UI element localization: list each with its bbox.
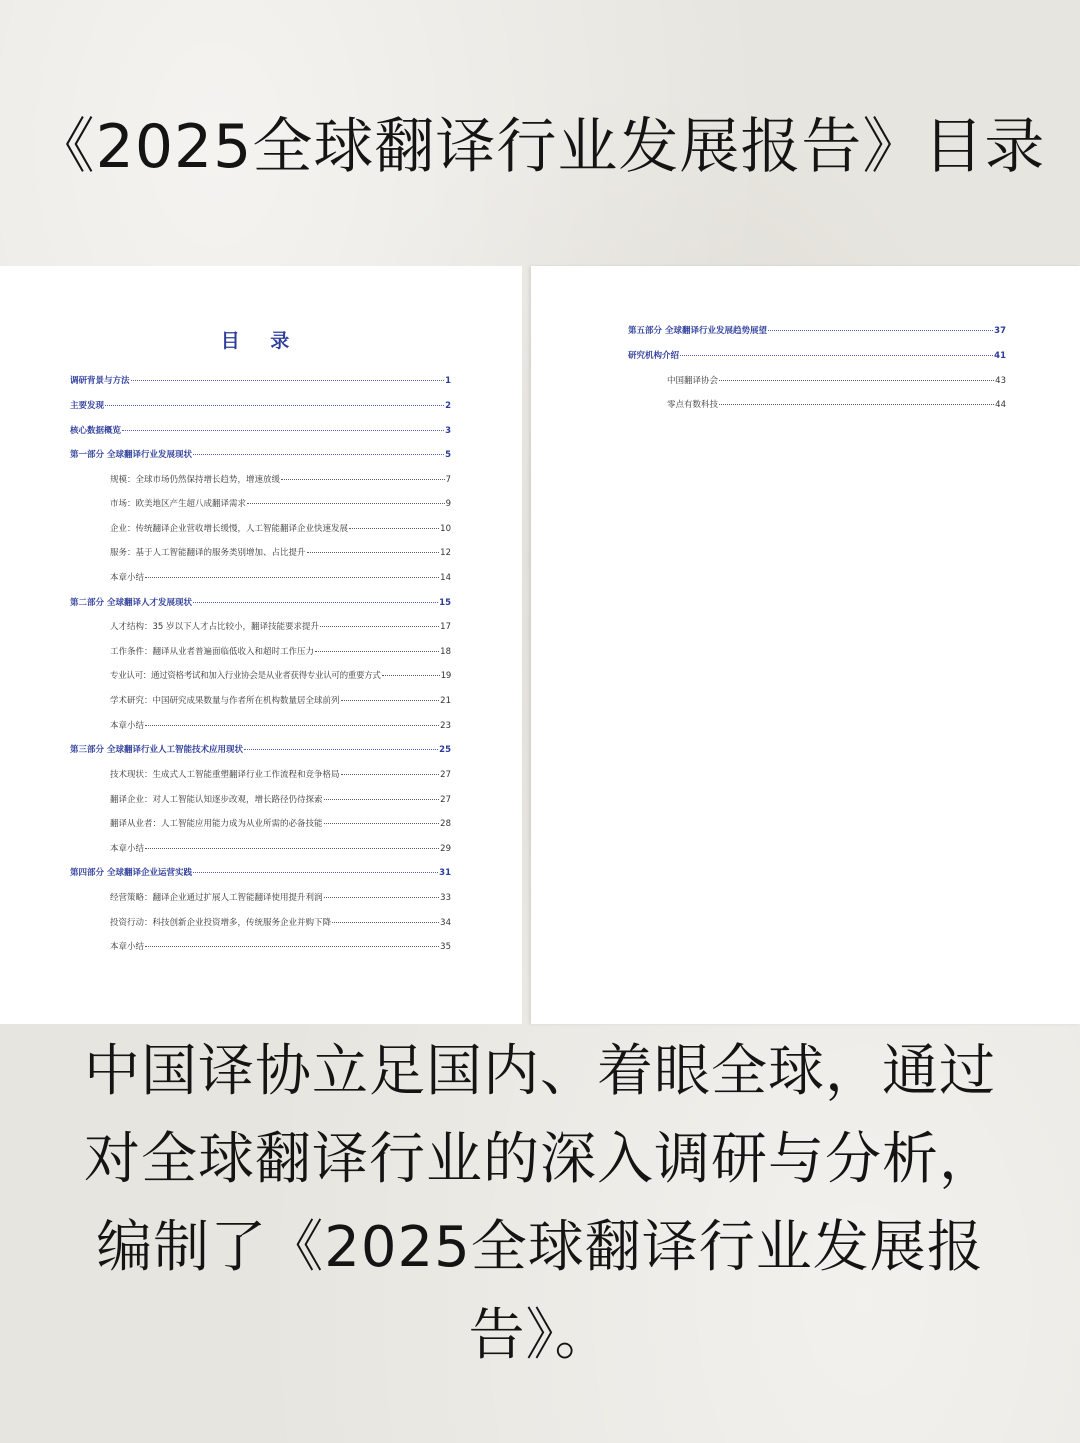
toc-entry: 技术现状：生成式人工智能重塑翻译行业工作流程和竞争格局 27 xyxy=(110,770,451,780)
toc-entry: 零点有数科技 44 xyxy=(667,400,1006,410)
toc-entry: 经营策略：翻译企业通过扩展人工智能翻译使用提升利润 33 xyxy=(110,893,451,903)
toc-entry: 第五部分 全球翻译行业发展趋势展望 37 xyxy=(628,326,1006,336)
toc-entry: 规模：全球市场仍然保持增长趋势，增速放缓 7 xyxy=(110,475,451,485)
toc-title: 目 录 xyxy=(220,330,302,352)
toc-entry: 本章小结 14 xyxy=(110,573,451,583)
toc-entry: 工作条件：翻译从业者普遍面临低收入和超时工作压力 18 xyxy=(110,647,451,657)
toc-entry: 主要发现 2 xyxy=(70,401,451,411)
toc-entry: 专业认可：通过资格考试和加入行业协会是从业者获得专业认可的重要方式 19 xyxy=(110,671,451,681)
toc-entry: 学术研究：中国研究成果数量与作者所在机构数量居全球前列 21 xyxy=(110,696,451,706)
toc-entry: 第四部分 全球翻译企业运营实践 31 xyxy=(70,868,451,878)
toc-entry: 人才结构：35 岁以下人才占比较小，翻译技能要求提升 17 xyxy=(110,622,451,632)
toc-entry: 第二部分 全球翻译人才发展现状 15 xyxy=(70,598,451,608)
toc-entry: 本章小结 23 xyxy=(110,721,451,731)
toc-entry: 核心数据概览 3 xyxy=(70,426,451,436)
toc-entry: 翻译企业：对人工智能认知逐步改观，增长路径仍待探索 27 xyxy=(110,795,451,805)
toc-entry: 调研背景与方法 1 xyxy=(70,376,451,386)
toc-entry: 服务：基于人工智能翻译的服务类别增加、占比提升 12 xyxy=(110,548,451,558)
toc-entry: 本章小结 35 xyxy=(110,942,451,952)
caption-line: 对全球翻译行业的深入调研与分析， xyxy=(84,1127,996,1192)
caption-line: 告》。 xyxy=(468,1303,612,1368)
caption xyxy=(0,1028,1080,1380)
caption-line: 编制了《2025全球翻译行业发展报 xyxy=(96,1215,984,1280)
toc-entry: 企业：传统翻译企业营收增长缓慢，人工智能翻译企业快速发展 10 xyxy=(110,524,451,534)
caption-line: 中国译协立足国内、着眼全球，通过 xyxy=(84,1039,996,1104)
toc-entry: 市场：欧美地区产生超八成翻译需求 9 xyxy=(110,499,451,509)
toc-entry: 研究机构介绍 41 xyxy=(628,351,1006,361)
headline: 《2025全球翻译行业发展报告》目录 xyxy=(34,112,1046,182)
toc-entry: 翻译从业者：人工智能应用能力成为从业所需的必备技能 28 xyxy=(110,819,451,829)
toc-entry: 本章小结 29 xyxy=(110,844,451,854)
toc-entry: 中国翻译协会 43 xyxy=(667,376,1006,386)
toc-entry: 第三部分 全球翻译行业人工智能技术应用现状 25 xyxy=(70,745,451,755)
toc-entry: 第一部分 全球翻译行业发展现状 5 xyxy=(70,450,451,460)
toc-entry: 投资行动：科技创新企业投资增多，传统服务企业并购下降 34 xyxy=(110,918,451,928)
